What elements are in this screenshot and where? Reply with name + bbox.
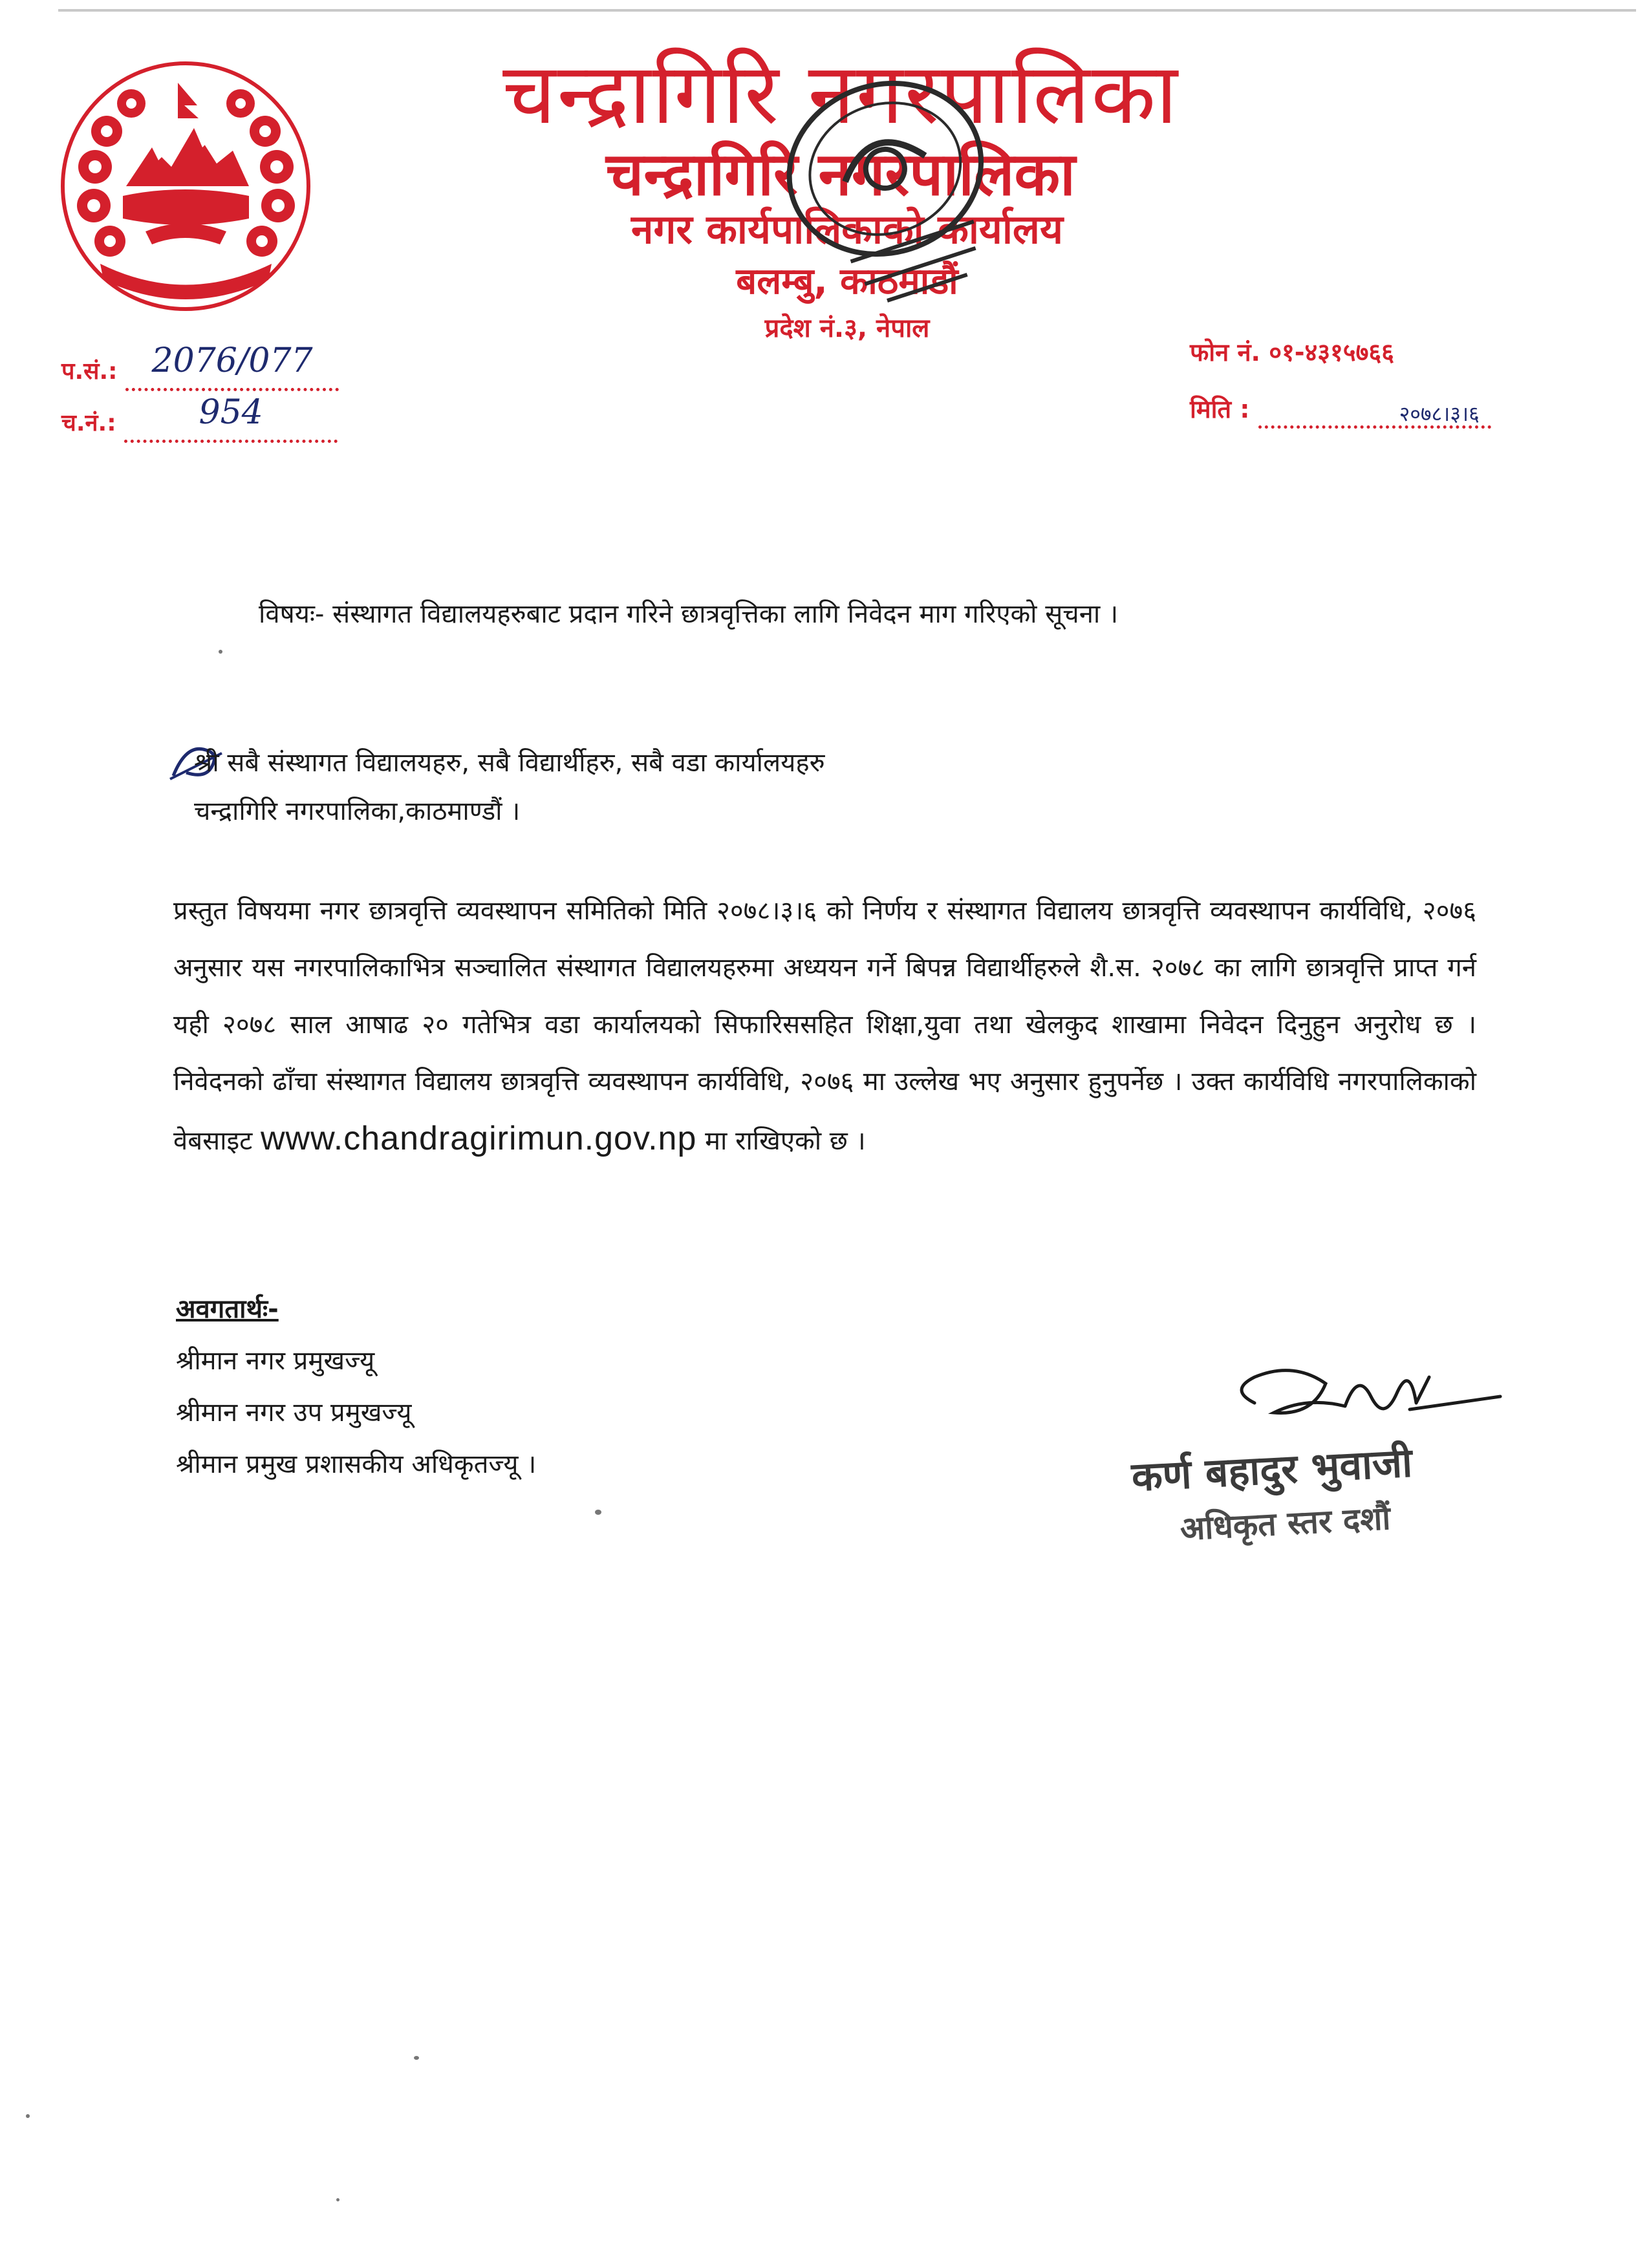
paper-speck <box>414 2056 419 2060</box>
municipality-title: चन्द्रागिरि नगरपालिका <box>502 45 1179 143</box>
dispatch-no-row <box>61 393 338 443</box>
date-field <box>1258 398 1491 429</box>
ref-ps-field <box>125 341 339 391</box>
phone-row <box>1190 333 1394 372</box>
nepal-emblem-logo <box>55 57 317 316</box>
handwritten-signature <box>1216 1332 1513 1448</box>
paper-speck <box>595 1510 601 1515</box>
addressee-line-1: श्री सबै संस्थागत विद्यालयहरु, सबै विद्यार्थीहरु, सबै वडा कार्यालयहरु <box>194 748 825 778</box>
ref-cn-value: 954 <box>199 393 263 432</box>
ref-ps-label: प.सं.: <box>61 358 118 385</box>
letter-ref-row <box>61 341 339 391</box>
paper-speck <box>26 2114 30 2118</box>
ref-ps-value: 2076/077 <box>151 341 313 380</box>
date-label: मिति : <box>1190 395 1250 423</box>
signatory-title: अधिकृत स्तर दशौं <box>1179 1499 1392 1548</box>
top-rule <box>58 9 1636 12</box>
municipality-title-secondary: चन्द्रागिरि नगरपालिका <box>606 140 1075 209</box>
office-address: बलम्बु, काठमाडौं <box>736 261 958 303</box>
paper-speck <box>336 2198 339 2201</box>
phone-value: ०१-४३१५७६६ <box>1269 338 1394 367</box>
ref-cn-field <box>124 393 338 443</box>
paper-speck <box>219 650 222 654</box>
cc-item: श्रीमान प्रमुख प्रशासकीय अधिकृतज्यू । <box>176 1450 537 1479</box>
province-line: प्रदेश नं.३, नेपाल <box>764 314 930 343</box>
cc-item: श्रीमान नगर उप प्रमुखज्यू <box>176 1398 412 1428</box>
letter-subject: विषयः- संस्थागत विद्यालयहरुबाट प्रदान गरिने छात्रवृत्तिका लागि निवेदन माग गरिएको सूचना । <box>259 599 1119 629</box>
office-name: नगर कार्यपालिकाको कार्यालय <box>631 206 1063 253</box>
cc-item: श्रीमान नगर प्रमुखज्यू <box>176 1346 375 1376</box>
date-value: २०७८।३।६ <box>1399 401 1480 426</box>
notice-body <box>173 883 1476 1170</box>
notice-body-end: मा राखिएको छ । <box>705 1126 866 1156</box>
date-row <box>1190 390 1491 429</box>
addressee-line-2: चन्द्रागिरि नगरपालिका,काठमाण्डौं । <box>194 797 521 826</box>
official-stamp <box>737 39 1041 323</box>
notice-body-text: प्रस्तुत विषयमा नगर छात्रवृत्ति व्यवस्थापन समितिको मिति २०७८।३।६ को निर्णय र संस्थागत विद्यालय छात्रवृत्ति व्यवस्थापन कार्यविधि, २०७६ अनुसार यस नगरपालिकाभित्र सञ्चालित संस्थागत विद्यालयहरुमा अध्ययन गर्ने बिपन्न विद्यार्थीहरुले शै.स. २०७८ का लागि छात्रवृत्ति प्राप्त गर्न यही २०७८ साल आषाढ २० गतेभित्र वडा कार्यालयको सिफारिससहित शिक्षा,युवा तथा खेलकुद शाखामा निवेदन दिनुहुन अनुरोध छ । निवेदनको ढाँचा संस्थागत विद्यालय छात्रवृत्ति व्यवस्थापन कार्यविधि, २०७६ मा उल्लेख भए अनुसार हुनुपर्नेछ । उक्त कार्यविधि नगरपालिकाको वेबसाइट <box>173 896 1476 1156</box>
cc-heading: अवगतार्थः- <box>176 1294 279 1324</box>
signatory-name: कर्ण बहादुर भुवाजी <box>1130 1439 1414 1501</box>
phone-label: फोन नं. <box>1190 338 1260 367</box>
ref-cn-label: च.नं.: <box>61 410 116 436</box>
website-link[interactable]: www.chandragirimun.gov.np <box>261 1120 697 1157</box>
